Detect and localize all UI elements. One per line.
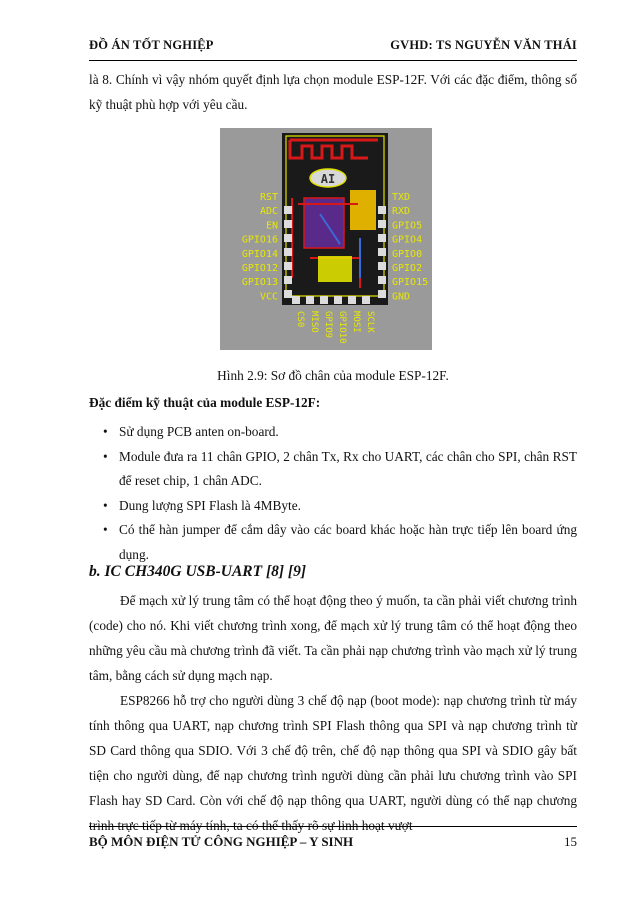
pin-label-bottom: MISO — [309, 311, 319, 333]
pin-label-right: GPIO2 — [392, 263, 423, 274]
body-paragraph-1: Để mạch xử lý trung tâm có thể hoạt động theo ý muốn, ta cần phải viết chương trình (code) cho nó. Khi viết chương trình xong, để mạch xử lý trung tâm có thể hoạt động theo những yêu cầu mà chương trình đã viết. Ta cần phải nạp chương trình vào mạch xử lý trung tâm, bằng cách sử dụng mạch nạp. — [89, 593, 577, 683]
bullet-icon: • — [103, 424, 108, 439]
pin-label-left: VCC — [259, 291, 278, 303]
pin-label-left: EN — [265, 220, 278, 232]
features-title: Đặc điểm kỹ thuật của module ESP-12F: — [89, 395, 321, 410]
header-advisor: GVHD: TS NGUYỄN VĂN THÁI — [390, 38, 577, 52]
pin-label-right: GPIO15 — [392, 277, 429, 289]
bullet-icon: • — [103, 497, 108, 513]
page-header — [89, 38, 577, 58]
body-paragraph-2: ESP8266 hỗ trợ cho người dùng 3 chế độ nạp (boot mode): nạp chương trình từ máy tính thông qua UART, nạp chương trình SPI Flash thông qua SPI và nạp chương trình từ SD Card thông qua SDIO. Với 3 chế độ trên, chế độ nạp thông qua SPI và SDIO gây bất tiện cho người dùng, để nạp chương trình người dùng cần phải lưu chương trình vào SPI Flash hay SD Card. Còn với chế độ nạp thông qua UART, người dùng có thể nạp chương trình trực tiếp từ máy tính, ta có thể thấy rõ sự linh hoạt vượt — [89, 693, 577, 833]
list-item: • Dung lượng SPI Flash là 4MByte. — [89, 494, 577, 519]
pin-label-right: GPIO0 — [392, 248, 423, 260]
page-footer — [89, 834, 577, 850]
pin-label-right: GND — [392, 291, 411, 303]
figure-caption: Hình 2.9: Sơ đồ chân của module ESP-12F. — [217, 368, 449, 383]
page-number: 15 — [564, 834, 577, 849]
list-item: • Có thể hàn jumper để cắm dây vào các board khác hoặc hàn trực tiếp lên board ứng dụng. — [89, 518, 577, 567]
footer-rule — [89, 826, 577, 827]
pin-label-left: GPIO16 — [241, 234, 278, 246]
pin-label-bottom: GPIO9 — [323, 311, 333, 339]
pin-label-bottom: CS0 — [295, 311, 305, 328]
pin-label-bottom: MOSI — [351, 311, 361, 333]
pin-label-right: RXD — [392, 206, 411, 218]
list-item: • Sử dụng PCB anten on-board. — [89, 420, 577, 445]
pin-label-left: ADC — [259, 206, 278, 218]
header-rule — [89, 60, 577, 61]
footer-department: BỘ MÔN ĐIỆN TỬ CÔNG NGHIỆP – Y SINH — [89, 834, 354, 849]
intro-paragraph: là 8. Chính vì vậy nhóm quyết định lựa chọn module ESP-12F. Với các đặc điểm, thông số kỹ thuật phù hợp với yêu cầu. — [89, 72, 577, 112]
pin-label-left: GPIO12 — [241, 263, 278, 274]
pin-label-bottom: GPIO10 — [337, 311, 347, 344]
bullet-icon: • — [103, 522, 108, 537]
pin-label-left: GPIO13 — [241, 277, 278, 289]
pin-label-left: RST — [259, 192, 278, 203]
header-title: ĐỒ ÁN TỐT NGHIỆP — [89, 38, 214, 52]
esp12f-pinout-figure — [220, 128, 432, 350]
pin-label-right: GPIO4 — [392, 234, 423, 246]
section-heading: b. IC CH340G USB-UART [8] [9] — [89, 563, 307, 580]
pin-label-bottom: SCLK — [365, 311, 375, 333]
list-item: • Module đưa ra 11 chân GPIO, 2 chân Tx, Rx cho UART, các chân cho SPI, chân RST để reset chip, 1 chân ADC. — [89, 445, 577, 494]
bullet-icon: • — [103, 448, 108, 464]
chip-label: AI — [320, 172, 336, 186]
features-list — [89, 420, 577, 567]
pin-label-left: GPIO14 — [241, 248, 278, 260]
pin-label-right: GPIO5 — [392, 220, 423, 232]
pin-label-right: TXD — [392, 192, 411, 203]
